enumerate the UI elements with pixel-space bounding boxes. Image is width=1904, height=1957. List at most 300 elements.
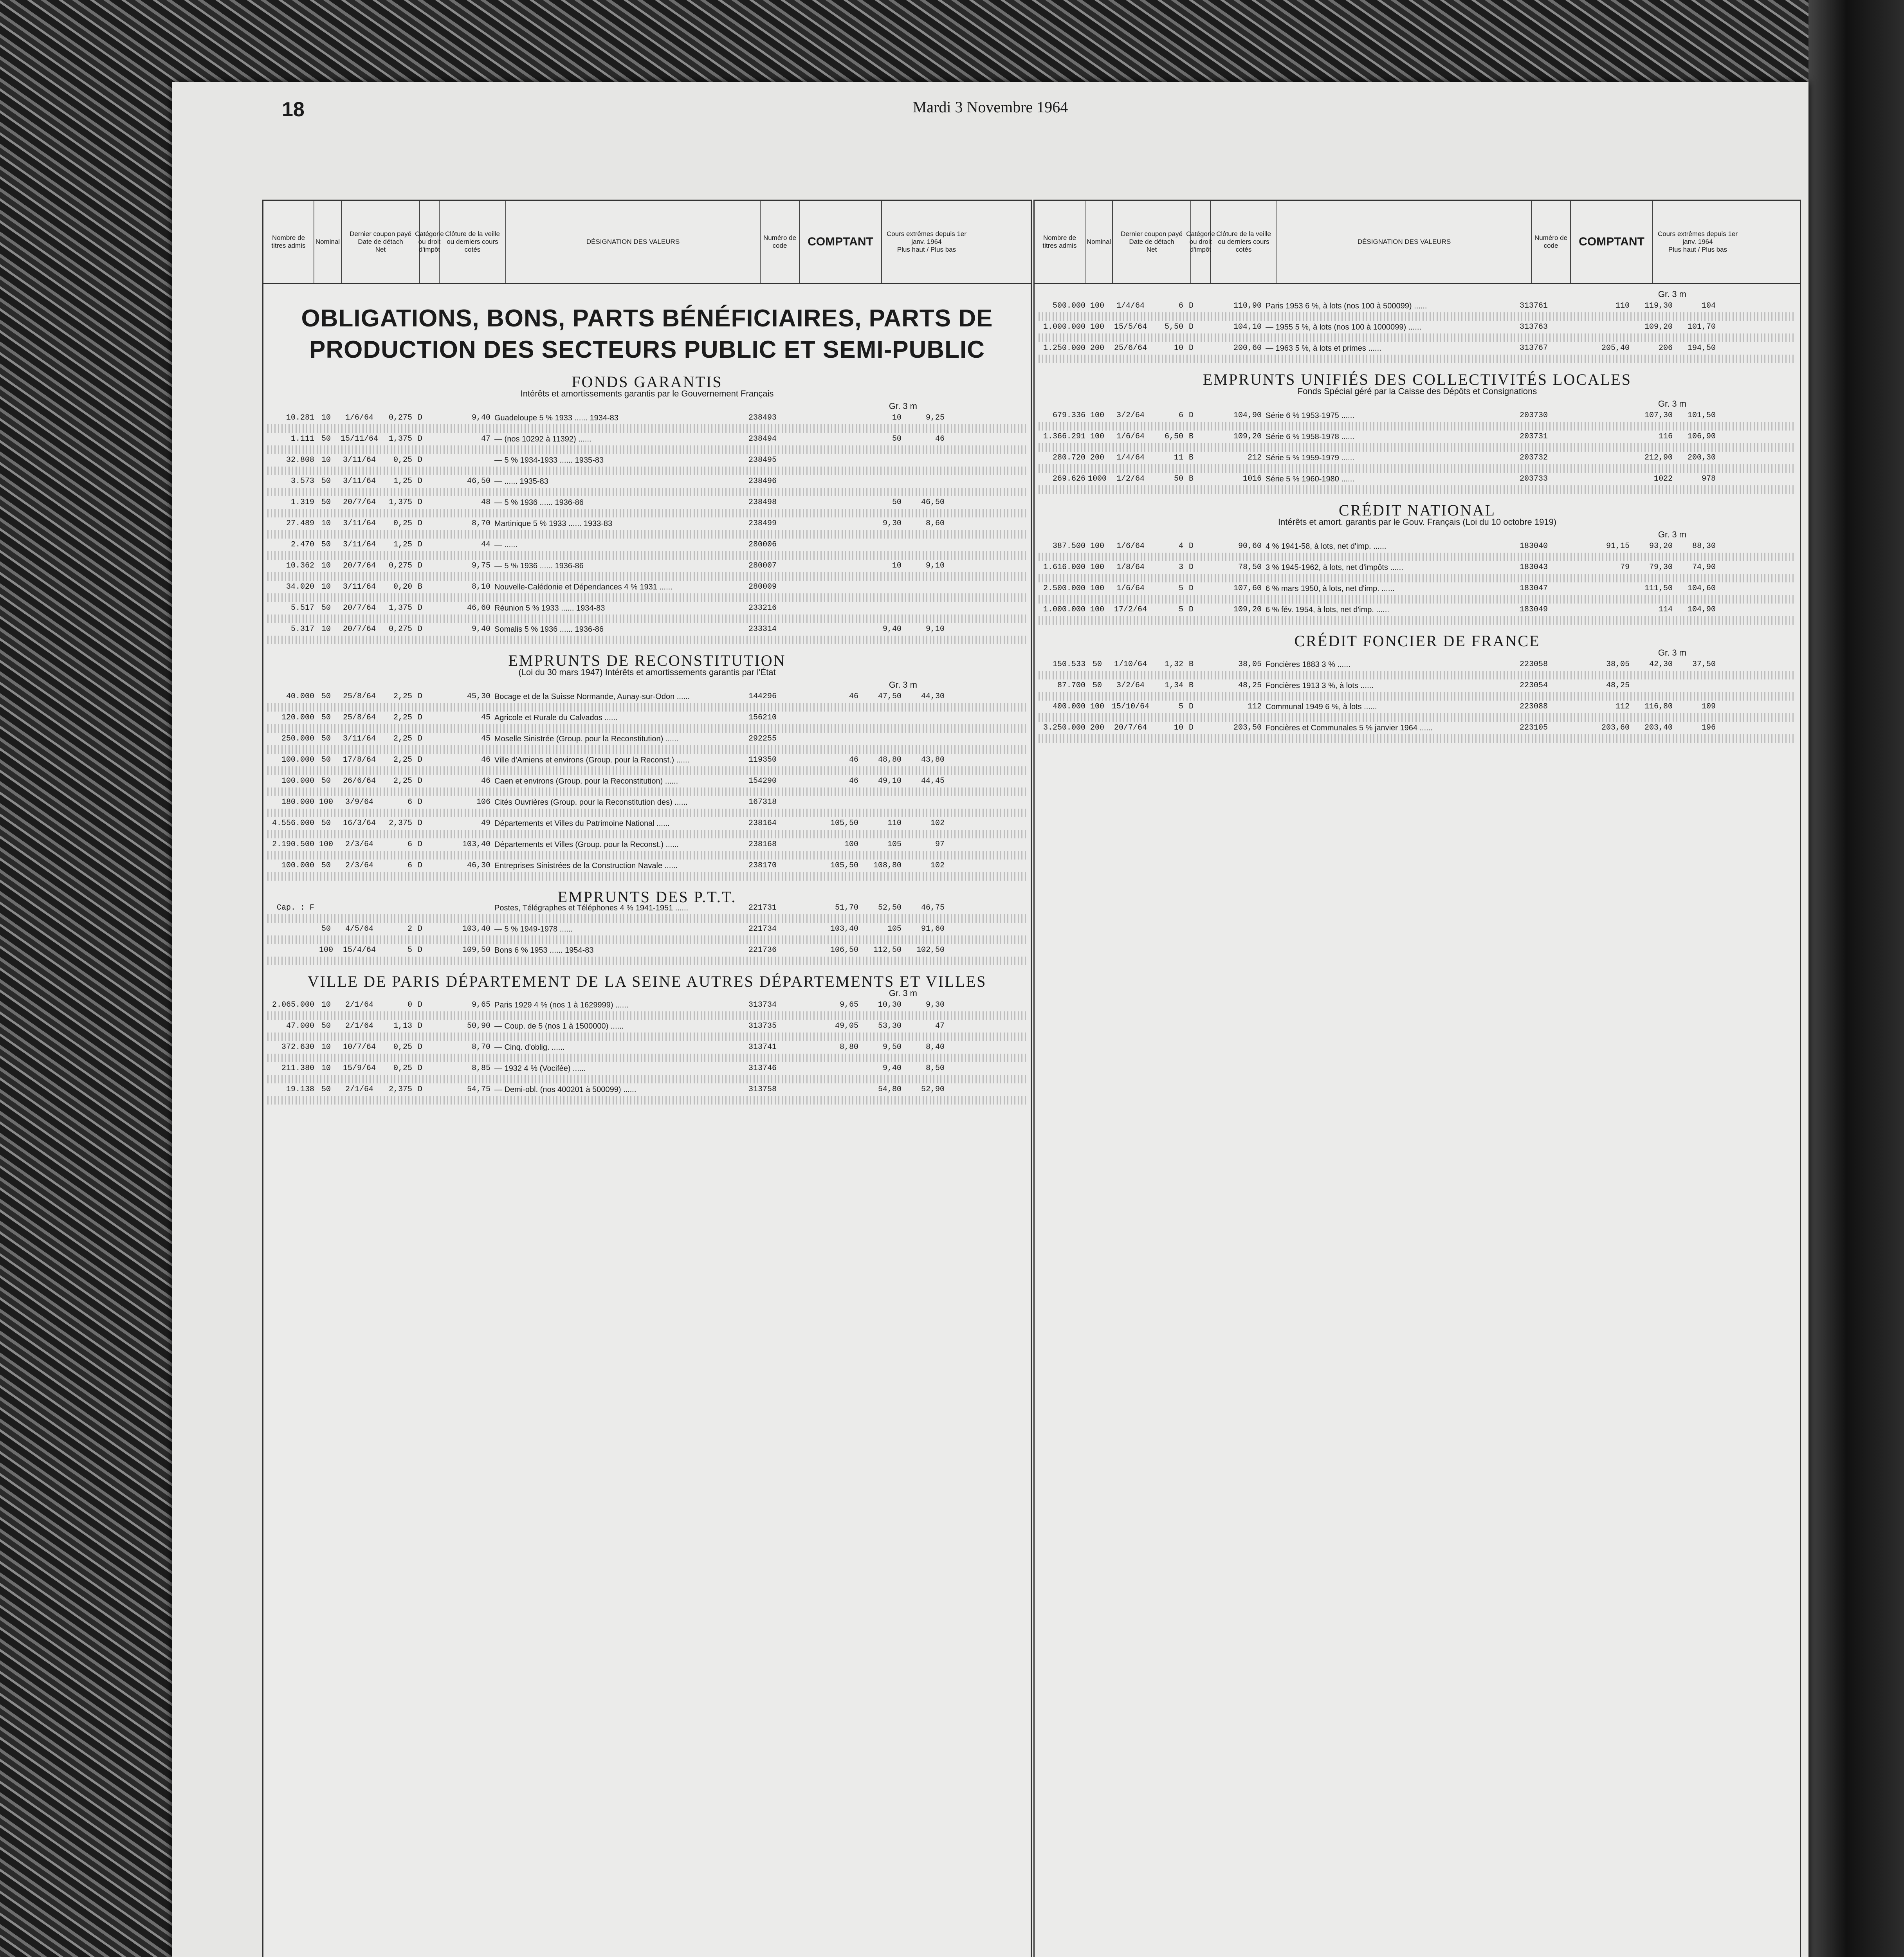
header-nominal-right: Nominal xyxy=(1085,201,1113,283)
section xyxy=(1039,501,1796,625)
cell-categorie: B xyxy=(417,582,422,591)
cell-code: 238498 xyxy=(748,498,777,507)
cell-plus-haut: 212,90 xyxy=(1644,453,1673,462)
section xyxy=(267,888,1027,965)
section-title: EMPRUNTS UNIFIÉS DES COLLECTIVITÉS LOCALES xyxy=(1203,371,1632,388)
illegible-row-texture xyxy=(267,724,1027,733)
cell-plus-haut: 54,80 xyxy=(878,1085,902,1094)
cell-date: 1/4/64 xyxy=(1116,301,1145,310)
illegible-row-texture xyxy=(1039,595,1796,604)
cell-designation: — 5 % 1936 ...... 1936-86 xyxy=(494,562,584,570)
left-sections xyxy=(267,373,1027,1105)
table-row xyxy=(267,755,1027,765)
cell-plus-haut xyxy=(1630,681,1673,690)
cell-designation: 6 % fév. 1954, à lots, net d'imp. ...... xyxy=(1266,605,1389,614)
cell-comptant: 100 xyxy=(844,840,858,849)
illegible-row-texture xyxy=(267,809,1027,817)
cell-nominal: 200 xyxy=(1090,723,1104,732)
table-row xyxy=(1039,301,1796,311)
cell-categorie: D xyxy=(417,456,422,465)
table-row xyxy=(1039,411,1796,420)
cell-designation: — ...... 1935-83 xyxy=(494,477,548,486)
cell-net: 0,20 xyxy=(393,582,412,591)
table-row xyxy=(267,734,1027,744)
illegible-row-texture xyxy=(267,593,1027,602)
cell-comptant: 110 xyxy=(1615,301,1630,310)
cell-nombre: 1.250.000 xyxy=(1043,344,1085,353)
cell-nominal: 50 xyxy=(321,924,331,933)
cell-net: 4 xyxy=(1178,542,1183,551)
cell-designation: Communal 1949 6 %, à lots ...... xyxy=(1266,703,1377,711)
cell-comptant xyxy=(1551,605,1630,614)
cell-designation: Entreprises Sinistrées de la Construction Navale ...... xyxy=(494,861,678,870)
cell-date: 15/11/64 xyxy=(340,434,378,443)
cell-code: 223054 xyxy=(1519,681,1548,690)
cell-nominal: 100 xyxy=(319,798,333,807)
cell-net: 6 xyxy=(1178,301,1183,310)
cell-net: 6 xyxy=(407,861,412,870)
cell-date: 2/3/64 xyxy=(345,861,373,870)
cell-categorie: D xyxy=(417,604,422,613)
table-row xyxy=(1039,453,1796,463)
cell-plus-haut: 116 xyxy=(1658,432,1673,441)
cell-nombre: 2.190.500 xyxy=(272,840,314,849)
cell-date: 2/1/64 xyxy=(345,1022,373,1031)
cell-nominal: 50 xyxy=(321,498,331,507)
cell-comptant: 105,50 xyxy=(830,861,858,870)
cell-designation: 4 % 1941-58, à lots, net d'imp. ...... xyxy=(1266,542,1387,551)
cell-designation: — 5 % 1934-1933 ...... 1935-83 xyxy=(494,456,604,465)
header-date-detach-right: Date de détach xyxy=(1129,238,1174,245)
cell-net: 1,34 xyxy=(1164,681,1183,690)
table-row xyxy=(267,819,1027,828)
cell-code: 203733 xyxy=(1519,474,1548,483)
cell-code: 313767 xyxy=(1519,344,1548,353)
cell-nombre xyxy=(267,946,314,955)
cell-categorie: D xyxy=(417,625,422,634)
cell-categorie: D xyxy=(417,1022,422,1031)
cell-plus-haut: 206 xyxy=(1658,344,1673,353)
cell-categorie: B xyxy=(1188,660,1194,669)
header-categorie: Catégorie ou droit d'impôt xyxy=(420,201,440,283)
cell-code: 280009 xyxy=(748,582,777,591)
cell-categorie: D xyxy=(417,561,422,570)
cell-code: 280006 xyxy=(748,540,777,549)
cell-date: 17/8/64 xyxy=(343,755,376,764)
cell-date: 16/3/64 xyxy=(343,819,376,828)
cell-net: 2,375 xyxy=(388,1085,412,1094)
cell-cloture: 8,70 xyxy=(471,1043,490,1052)
cell-designation: Foncières 1883 3 % ...... xyxy=(1266,660,1350,669)
cell-designation: Paris 1929 4 % (nos 1 à 1629999) ...... xyxy=(494,1001,629,1009)
cell-comptant xyxy=(780,413,858,423)
cell-cloture: 212 xyxy=(1247,453,1262,462)
cell-nominal: 1000 xyxy=(1087,474,1107,483)
cell-designation: 6 % mars 1950, à lots, net d'imp. ...... xyxy=(1266,584,1395,593)
cell-plus-bas xyxy=(902,604,945,613)
cell-nombre: 100.000 xyxy=(281,861,314,870)
cell-code: 238170 xyxy=(748,861,777,870)
cell-nombre xyxy=(267,924,314,934)
cell-cloture: 54,75 xyxy=(467,1085,490,1094)
cell-date: 15/10/64 xyxy=(1111,702,1149,711)
cell-nombre: 4.556.000 xyxy=(272,819,314,828)
cell-cloture: 106 xyxy=(476,798,490,807)
cell-designation: — Demi-obl. (nos 400201 à 500099) ...... xyxy=(494,1085,636,1094)
cell-date: 15/4/64 xyxy=(343,946,376,955)
header-net: Net xyxy=(375,246,386,253)
illegible-row-texture xyxy=(267,1033,1027,1041)
header-extremes-right: Cours extrêmes depuis 1er janv. 1964 Plus haut / Plus bas xyxy=(1653,201,1742,283)
cell-comptant xyxy=(780,625,858,634)
cell-plus-bas xyxy=(902,477,945,486)
cell-date: 20/7/64 xyxy=(1114,723,1147,732)
cell-date: 3/11/64 xyxy=(343,582,376,591)
table-row xyxy=(267,777,1027,786)
cell-cloture: 8,85 xyxy=(471,1064,490,1073)
section-title: VILLE DE PARIS DÉPARTEMENT DE LA SEINE AUTRES DÉPARTEMENTS ET VILLES xyxy=(307,973,987,990)
cell-nominal: 50 xyxy=(1092,681,1102,690)
cell-cloture: 9,75 xyxy=(471,561,490,570)
cell-nominal: 200 xyxy=(1090,344,1104,353)
illegible-row-texture xyxy=(1039,312,1796,321)
illegible-row-texture xyxy=(267,703,1027,712)
cell-net: 5 xyxy=(1178,702,1183,711)
cell-nominal: 50 xyxy=(321,540,331,549)
cell-categorie: D xyxy=(1188,344,1194,353)
table-row xyxy=(267,946,1027,955)
cell-nombre: 400.000 xyxy=(1052,702,1085,711)
cell-cloture: 47 xyxy=(481,434,490,443)
cell-nombre: 1.366.291 xyxy=(1043,432,1085,441)
cell-cloture: 48 xyxy=(481,498,490,507)
cell-net: 2,25 xyxy=(393,755,412,764)
cell-nombre: 500.000 xyxy=(1052,301,1085,310)
cell-cloture: 44 xyxy=(481,540,490,549)
group-label: Gr. 3 m xyxy=(1658,648,1686,658)
cell-cloture: 49 xyxy=(481,819,490,828)
cell-categorie: D xyxy=(1188,723,1194,732)
cell-cloture: 45,30 xyxy=(467,692,490,701)
header-categorie-right: Catégorie ou droit d'impôt xyxy=(1191,201,1211,283)
cell-plus-bas: 102 xyxy=(930,819,945,828)
illegible-row-texture xyxy=(267,1075,1027,1083)
section-title: FONDS GARANTIS xyxy=(572,373,723,391)
section xyxy=(1039,371,1796,494)
cell-designation: — 5 % 1949-1978 ...... xyxy=(494,925,573,933)
header-extremes-label-right: Cours extrêmes depuis 1er janv. 1964 xyxy=(1657,230,1738,245)
cell-plus-bas: 46 xyxy=(935,434,945,443)
cell-comptant: 103,40 xyxy=(830,924,858,933)
cell-comptant xyxy=(780,519,858,528)
illegible-row-texture xyxy=(1039,574,1796,582)
cell-code: 223088 xyxy=(1519,702,1548,711)
cell-cloture xyxy=(428,903,494,913)
cell-plus-haut: 110 xyxy=(887,819,902,828)
cell-comptant xyxy=(780,798,858,807)
cell-plus-haut xyxy=(858,477,902,486)
illegible-row-texture xyxy=(267,935,1027,944)
table-row xyxy=(267,561,1027,571)
illegible-row-texture xyxy=(1039,355,1796,363)
cell-nominal: 10 xyxy=(321,1000,331,1009)
table-row xyxy=(1039,605,1796,614)
cell-plus-haut: 48,80 xyxy=(878,755,902,764)
cell-code: 223058 xyxy=(1519,660,1548,669)
cell-nominal: 100 xyxy=(319,840,333,849)
cell-categorie: B xyxy=(1188,453,1194,462)
cell-cloture: 103,40 xyxy=(462,840,490,849)
cell-code: 203730 xyxy=(1519,411,1548,420)
header-extremes: Cours extrêmes depuis 1er janv. 1964 Plus haut / Plus bas xyxy=(882,201,971,283)
cell-date: 3/11/64 xyxy=(343,734,376,743)
cell-designation: Cités Ouvrières (Group. pour la Reconstitution des) ...... xyxy=(494,798,688,807)
table-row xyxy=(1039,432,1796,441)
cell-plus-bas: 104 xyxy=(1701,301,1716,310)
cell-net: 0,275 xyxy=(388,413,412,422)
cell-nombre: 250.000 xyxy=(281,734,314,743)
illegible-row-texture xyxy=(267,445,1027,454)
cell-code: 313741 xyxy=(748,1043,777,1052)
cell-comptant: 48,25 xyxy=(1606,681,1630,690)
cell-date: 20/7/64 xyxy=(343,604,376,613)
cell-nombre: 5.517 xyxy=(290,604,314,613)
cell-designation: — (nos 10292 à 11392) ...... xyxy=(494,435,591,443)
cell-designation: Caen et environs (Group. pour la Reconstitution) ...... xyxy=(494,777,678,786)
right-sections xyxy=(1039,290,1796,743)
cell-plus-bas: 88,30 xyxy=(1692,542,1716,551)
cell-designation: Foncières 1913 3 %, à lots ...... xyxy=(1266,681,1374,690)
cell-date: 15/5/64 xyxy=(1114,323,1147,332)
table-row xyxy=(267,798,1027,807)
cell-net xyxy=(381,903,412,913)
cell-net: 6 xyxy=(1178,411,1183,420)
cell-code: 154290 xyxy=(748,777,777,786)
cell-net: 3 xyxy=(1178,563,1183,572)
group-label: Gr. 3 m xyxy=(1658,289,1686,299)
illegible-row-texture xyxy=(267,614,1027,623)
section-title: CRÉDIT NATIONAL xyxy=(1339,501,1496,519)
cell-date: 2/3/64 xyxy=(345,840,373,849)
cell-nominal: 50 xyxy=(321,1022,331,1031)
illegible-row-texture xyxy=(267,1054,1027,1062)
cell-nominal: 50 xyxy=(321,477,331,486)
cell-nombre: 679.336 xyxy=(1052,411,1085,420)
cell-comptant xyxy=(780,1064,858,1073)
cell-comptant: 8,80 xyxy=(839,1043,858,1052)
illegible-row-texture xyxy=(267,1011,1027,1020)
cell-nominal: 10 xyxy=(321,413,331,422)
cell-plus-haut xyxy=(858,734,902,744)
cell-nombre: 1.319 xyxy=(290,498,314,507)
table-row xyxy=(267,477,1027,486)
cell-plus-bas xyxy=(902,540,945,550)
cell-date xyxy=(338,903,381,913)
cell-date: 2/1/64 xyxy=(345,1085,373,1094)
cell-date: 1/2/64 xyxy=(1116,474,1145,483)
illegible-row-texture xyxy=(267,530,1027,539)
illegible-row-texture xyxy=(267,636,1027,644)
section-subtitle: (Loi du 30 mars 1947) Intérêts et amortissements garantis par l'État xyxy=(518,667,776,677)
cell-cloture xyxy=(428,456,494,465)
cell-date: 1/4/64 xyxy=(1116,453,1145,462)
table-row xyxy=(267,1064,1027,1073)
cell-net: 0,25 xyxy=(393,456,412,465)
header-comptant-right: COMPTANT xyxy=(1571,201,1653,283)
cell-plus-bas: 44,45 xyxy=(921,777,945,786)
header-coupon xyxy=(342,201,420,283)
cell-plus-haut: 10 xyxy=(892,413,902,422)
cell-categorie: D xyxy=(1188,323,1194,332)
cell-cloture: 112 xyxy=(1247,702,1262,711)
cell-categorie: D xyxy=(417,692,422,701)
cell-cloture: 109,20 xyxy=(1233,432,1262,441)
cell-designation: Paris 1953 6 %, à lots (nos 100 à 500099) ...... xyxy=(1266,302,1427,310)
cell-net: 6 xyxy=(407,798,412,807)
cell-comptant: 106,50 xyxy=(830,946,858,955)
cell-plus-bas: 52,90 xyxy=(921,1085,945,1094)
cell-designation: Agricole et Rurale du Calvados ...... xyxy=(494,714,618,722)
cell-net: 5,50 xyxy=(1164,323,1183,332)
cell-net: 10 xyxy=(1174,344,1183,353)
cell-net: 2,25 xyxy=(393,692,412,701)
cell-nominal: 100 xyxy=(1090,301,1104,310)
cell-plus-bas xyxy=(902,713,945,723)
cell-nombre: 269.626 xyxy=(1052,474,1085,483)
cell-cloture: 46,60 xyxy=(467,604,490,613)
cell-categorie: D xyxy=(417,1064,422,1073)
book-spine-edge xyxy=(1808,0,1904,1957)
cell-nombre: 32.808 xyxy=(286,456,314,465)
cell-cloture: 109,50 xyxy=(462,946,490,955)
page-date: Mardi 3 Novembre 1964 xyxy=(912,98,1068,116)
table-row xyxy=(1039,723,1796,733)
left-column xyxy=(262,200,1032,1957)
cell-date: 1/8/64 xyxy=(1116,563,1145,572)
cell-plus-haut: 109,20 xyxy=(1644,323,1673,332)
illegible-row-texture xyxy=(267,830,1027,838)
section xyxy=(267,652,1027,881)
illegible-row-texture xyxy=(1039,553,1796,561)
cell-plus-haut: 9,30 xyxy=(882,519,902,528)
cell-plus-bas xyxy=(902,456,945,465)
cell-categorie: D xyxy=(417,777,422,786)
table-row xyxy=(1039,702,1796,712)
cell-nominal: 10 xyxy=(321,1064,331,1073)
cell-categorie: D xyxy=(1188,584,1194,593)
cell-nombre: 120.000 xyxy=(281,713,314,722)
cell-categorie: D xyxy=(417,861,422,870)
table-row xyxy=(267,604,1027,613)
cell-code: 183049 xyxy=(1519,605,1548,614)
cell-plus-haut xyxy=(858,582,902,592)
cell-date: 20/7/64 xyxy=(343,561,376,570)
cell-designation: — 1955 5 %, à lots (nos 100 à 1000099) ...... xyxy=(1266,323,1422,332)
cell-plus-haut: 52,50 xyxy=(878,903,902,912)
cell-plus-bas: 109 xyxy=(1701,702,1716,711)
group-label: Gr. 3 m xyxy=(889,988,917,998)
cell-categorie: D xyxy=(417,1000,422,1009)
cell-categorie: D xyxy=(417,413,422,422)
cell-date: 3/11/64 xyxy=(343,519,376,528)
cell-plus-haut: 9,40 xyxy=(882,1064,902,1073)
cell-nombre: 34.020 xyxy=(286,582,314,591)
illegible-row-texture xyxy=(267,551,1027,560)
cell-nominal: 100 xyxy=(1090,542,1104,551)
illegible-row-texture xyxy=(1039,692,1796,701)
cell-categorie: D xyxy=(1188,605,1194,614)
cell-designation: Série 6 % 1958-1978 ...... xyxy=(1266,432,1354,441)
cell-nominal: 50 xyxy=(321,777,331,786)
cell-nominal: 100 xyxy=(1090,702,1104,711)
cell-net: 2,375 xyxy=(388,819,412,828)
table-row xyxy=(1039,542,1796,551)
header-comptant: COMPTANT xyxy=(800,201,882,283)
cell-date: 3/11/64 xyxy=(343,456,376,465)
table-row xyxy=(267,924,1027,934)
table-row xyxy=(267,540,1027,550)
cell-date: 4/5/64 xyxy=(345,924,373,933)
section xyxy=(1039,290,1796,363)
cell-cloture: 38,05 xyxy=(1238,660,1262,669)
right-column xyxy=(1033,200,1801,1957)
cell-code: 221736 xyxy=(748,946,777,955)
cell-comptant: 79 xyxy=(1620,563,1630,572)
cell-code: 183047 xyxy=(1519,584,1548,593)
cell-plus-haut: 119,30 xyxy=(1644,301,1673,310)
cell-plus-haut: 10 xyxy=(892,561,902,570)
cell-comptant: 205,40 xyxy=(1601,344,1630,353)
cell-code: 313746 xyxy=(748,1064,777,1073)
cell-plus-haut xyxy=(858,798,902,807)
cell-nominal: 100 xyxy=(1090,563,1104,572)
cell-plus-haut xyxy=(858,713,902,723)
illegible-row-texture xyxy=(1039,734,1796,743)
cell-categorie: D xyxy=(417,477,422,486)
cell-comptant: 46 xyxy=(849,777,858,786)
cell-plus-bas: 104,90 xyxy=(1687,605,1716,614)
cell-net: 5 xyxy=(1178,605,1183,614)
cell-net: 0 xyxy=(407,1000,412,1009)
cell-plus-bas: 46,75 xyxy=(921,903,945,912)
table-row xyxy=(1039,474,1796,484)
cell-plus-bas: 106,90 xyxy=(1687,432,1716,441)
cell-categorie: D xyxy=(417,755,422,764)
cell-categorie: D xyxy=(417,1085,422,1094)
cell-nombre: 5.317 xyxy=(290,625,314,634)
cell-date: 1/6/64 xyxy=(1116,542,1145,551)
cell-nombre: 180.000 xyxy=(281,798,314,807)
cell-net: 50 xyxy=(1174,474,1183,483)
cell-plus-haut: 9,50 xyxy=(882,1043,902,1052)
cell-designation: Bons 6 % 1953 ...... 1954-83 xyxy=(494,946,594,955)
cell-plus-bas xyxy=(902,734,945,744)
cell-categorie: D xyxy=(417,713,422,722)
cell-designation: Martinique 5 % 1933 ...... 1933-83 xyxy=(494,519,613,528)
cell-comptant xyxy=(780,477,858,486)
newspaper-page xyxy=(172,82,1808,1957)
cell-nominal: 100 xyxy=(319,946,333,955)
section-title: EMPRUNTS DES P.T.T. xyxy=(557,888,737,906)
cell-designation: Départements et Villes (Group. pour la Reconst.) ...... xyxy=(494,840,679,849)
main-title: OBLIGATIONS, BONS, PARTS BÉNÉFICIAIRES, PARTS DE PRODUCTION DES SECTEURS PUBLIC ET SEMI-PUBLIC xyxy=(301,305,993,363)
illegible-row-texture xyxy=(267,872,1027,881)
illegible-row-texture xyxy=(1039,485,1796,494)
cell-plus-bas: 97 xyxy=(935,840,945,849)
cell-comptant xyxy=(780,456,858,465)
cell-net: 5 xyxy=(407,946,412,955)
cell-date: 25/8/64 xyxy=(343,692,376,701)
